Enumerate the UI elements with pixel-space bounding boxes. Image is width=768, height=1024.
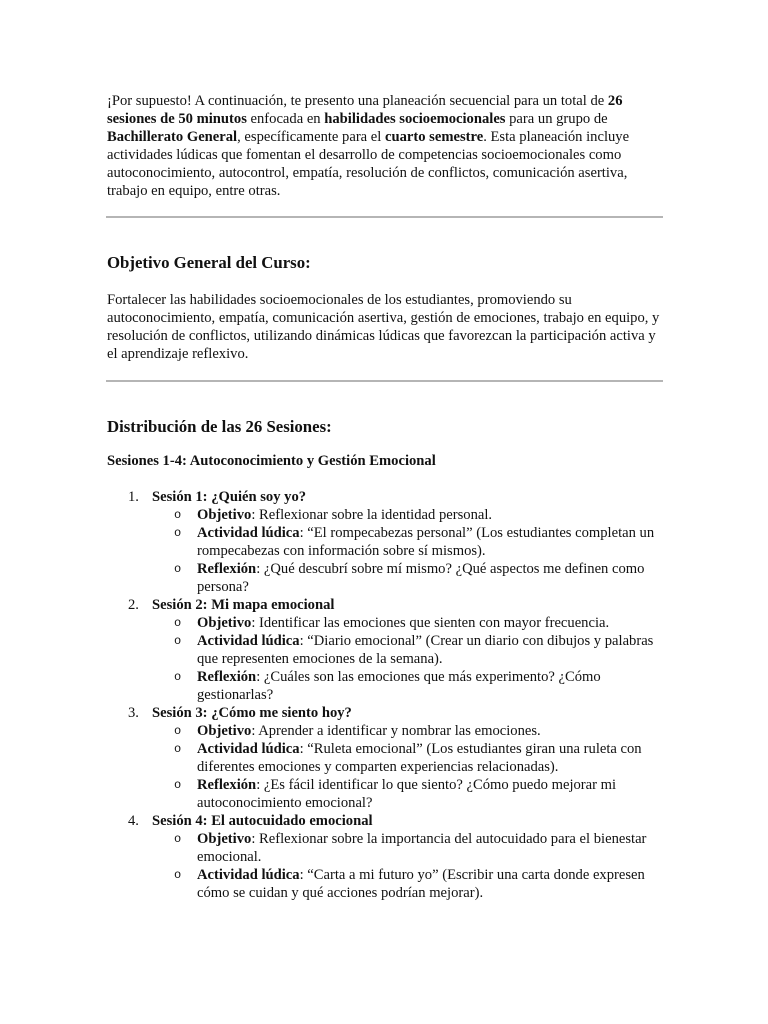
detail-label: Reflexión	[197, 777, 257, 793]
session-item	[107, 812, 663, 902]
detail-text: : “Carta a mi futuro yo” (Escribir una carta donde expresen cómo se cuidan y qué acciones podrían mejorar).	[197, 867, 645, 901]
objective-heading: Objetivo General del Curso:	[107, 253, 311, 272]
detail-text: : ¿Qué descubrí sobre mí mismo? ¿Qué aspectos me definen como persona?	[197, 561, 645, 595]
circle-bullet-icon: o	[174, 868, 182, 882]
detail-label: Actividad lúdica	[197, 633, 300, 649]
circle-bullet-icon: o	[174, 724, 182, 738]
intro-text: . Esta planeación incluye actividades lúdicas que fomentan el desarrollo de competencias socioemocionales como autoconocimiento, autocontrol, empatía, resolución de conflictos, comunicación asertiva, trabajo en equipo, entre otras.	[107, 129, 630, 199]
distribution-heading: Distribución de las 26 Sesiones:	[107, 417, 332, 436]
session-detail-item	[152, 866, 663, 902]
circle-bullet-icon: o	[174, 616, 182, 630]
session-number: 4.	[128, 813, 139, 829]
session-title: Sesión 2: Mi mapa emocional	[152, 597, 335, 613]
detail-label: Actividad lúdica	[197, 867, 300, 883]
detail-text: : ¿Es fácil identificar lo que siento? ¿Cómo puedo mejorar mi autoconocimiento emocional?	[197, 777, 617, 811]
horizontal-rule	[106, 216, 663, 218]
session-detail-item	[152, 740, 663, 776]
objective-text: Fortalecer las habilidades socioemocionales de los estudiantes, promoviendo su autoconocimiento, empatía, comunicación asertiva, gestión de emociones, trabajo en equipo, y resolución de conflictos, utilizando dinámicas lúdicas que favorezcan la participación activa y el aprendizaje reflexivo.	[107, 292, 660, 362]
session-detail-list	[152, 506, 663, 596]
session-detail-item	[152, 506, 663, 524]
session-item	[107, 488, 663, 596]
circle-bullet-icon: o	[174, 670, 182, 684]
circle-bullet-icon: o	[174, 778, 182, 792]
detail-label: Objetivo	[197, 723, 252, 739]
detail-text: : Aprender a identificar y nombrar las emociones.	[251, 723, 541, 739]
detail-text: : ¿Cuáles son las emociones que más experimento? ¿Cómo gestionarlas?	[197, 669, 601, 703]
intro-paragraph	[107, 92, 663, 200]
detail-text: : “El rompecabezas personal” (Los estudiantes completan un rompecabezas con información sobre sí mismos).	[197, 525, 655, 559]
session-title: Sesión 1: ¿Quién soy yo?	[152, 489, 307, 505]
detail-label: Objetivo	[197, 615, 252, 631]
intro-bold-semester: cuarto semestre	[385, 129, 484, 145]
session-detail-item	[152, 722, 663, 740]
session-detail-list	[152, 722, 663, 812]
detail-label: Actividad lúdica	[197, 741, 300, 757]
detail-label: Reflexión	[197, 669, 257, 685]
circle-bullet-icon: o	[174, 742, 182, 756]
session-detail-item	[152, 560, 663, 596]
session-detail-item	[152, 776, 663, 812]
session-item	[107, 704, 663, 812]
detail-label: Reflexión	[197, 561, 257, 577]
session-detail-item	[152, 668, 663, 704]
circle-bullet-icon: o	[174, 832, 182, 846]
session-number: 1.	[128, 489, 139, 505]
detail-text: : “Ruleta emocional” (Los estudiantes giran una ruleta con diferentes emociones y comparten experiencias relacionadas).	[197, 741, 642, 775]
session-detail-item	[152, 614, 663, 632]
session-title: Sesión 3: ¿Cómo me siento hoy?	[152, 705, 352, 721]
session-title: Sesión 4: El autocuidado emocional	[152, 813, 373, 829]
session-block-title: Sesiones 1-4: Autoconocimiento y Gestión Emocional	[107, 453, 436, 469]
session-detail-list	[152, 830, 663, 902]
session-detail-list	[152, 614, 663, 704]
circle-bullet-icon: o	[174, 634, 182, 648]
detail-label: Objetivo	[197, 831, 252, 847]
intro-bold-sessions: 26 sesiones de 50 minutos	[107, 93, 623, 127]
intro-text: , específicamente para el	[237, 129, 385, 145]
intro-bold-level: Bachillerato General	[107, 129, 238, 145]
document-page	[107, 92, 663, 902]
horizontal-rule	[106, 380, 663, 382]
detail-label: Actividad lúdica	[197, 525, 300, 541]
circle-bullet-icon: o	[174, 562, 182, 576]
detail-label: Objetivo	[197, 507, 252, 523]
session-detail-item	[152, 830, 663, 866]
intro-text: ¡Por supuesto! A continuación, te presento una planeación secuencial para un total de	[107, 93, 608, 109]
session-detail-item	[152, 632, 663, 668]
circle-bullet-icon: o	[174, 508, 182, 522]
intro-text: para un grupo de	[505, 111, 608, 127]
detail-text: : Identificar las emociones que sienten con mayor frecuencia.	[251, 615, 610, 631]
session-number: 3.	[128, 705, 139, 721]
detail-text: : Reflexionar sobre la importancia del autocuidado para el bienestar emocional.	[197, 831, 647, 865]
intro-text: enfocada en	[246, 111, 325, 127]
session-list	[107, 488, 663, 902]
session-item	[107, 596, 663, 704]
detail-text: : Reflexionar sobre la identidad personal.	[251, 507, 493, 523]
session-number: 2.	[128, 597, 139, 613]
detail-text: : “Diario emocional” (Crear un diario con dibujos y palabras que representen emociones de la semana).	[197, 633, 654, 667]
circle-bullet-icon: o	[174, 526, 182, 540]
session-detail-item	[152, 524, 663, 560]
intro-bold-skills: habilidades socioemocionales	[324, 111, 506, 127]
